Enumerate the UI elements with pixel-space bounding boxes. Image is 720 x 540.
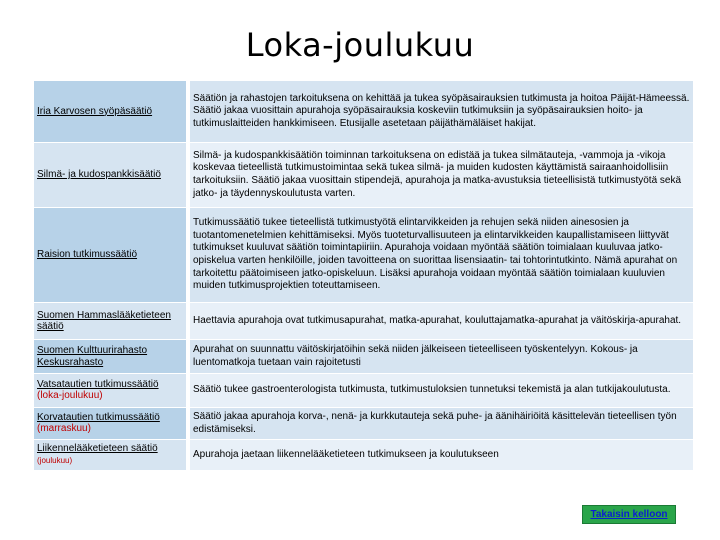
foundation-description: Säätiö tukee gastroenterologista tutkimusta, tutkimustuloksien tunnetuksi tekemistä ja alan tutkijakoulutusta. [190,374,693,407]
foundation-link[interactable]: Suomen Kulttuurirahasto Keskusrahasto [37,345,148,368]
foundation-name-cell [34,340,190,373]
application-period: (joulukuu) [37,455,73,465]
foundation-description: Haettavia apurahoja ovat tutkimusapurahat, matka-apurahat, kouluttajamatka-apurahat ja väitöskirja-apurahat. [190,303,693,339]
foundation-link[interactable]: Raision tutkimussäätiö [37,249,138,261]
page-title: Loka-joulukuu [245,26,475,64]
foundation-name-cell [34,374,190,407]
foundation-link[interactable]: Silmä- ja kudospankkisäätiö [37,169,161,181]
foundation-table [34,80,693,471]
foundation-link[interactable]: Korvatautien tutkimussäätiö [37,411,160,423]
table-row [34,374,693,407]
foundation-link[interactable]: Suomen Hammaslääketieteen säätiö [37,309,171,332]
foundation-name-cell [34,408,190,439]
foundation-link[interactable]: Iria Karvosen syöpäsäätiö [37,105,153,117]
foundation-name-cell [34,208,190,302]
foundation-description: Tutkimussäätiö tukee tieteellistä tutkimustyötä elintarvikkeiden ja rehujen sekä niiden ainesosien ja tuotantomenetelmien kehittämiseksi. Myös tuoteturvallisuuteen ja elintarvikkeiden kaupallistamiseen liittyvät tutkimukset kuuluvat säätiön toimintapiiriin. Apurahoja voidaan myöntää säätiön toimialaan kuuluvaa jatko-opiskelua varten henkilöille, joiden tavoitteena on suorittaa lisensiaatin- tai tohtorintutkinto. Nämä apurahat on tarkoitettu päätoimiseen jatko-opiskeluun. Lisäksi apurahoja voidaan myöntää säätiön toimialaan kuuluvien muiden tutkimusprojektien toteuttamiseen. [190,208,693,302]
foundation-name-cell [34,440,190,470]
application-period: (marraskuu) [37,423,91,435]
table-row [34,440,693,470]
foundation-description: Säätiö jakaa apurahoja korva-, nenä- ja kurkkutauteja sekä puhe- ja äänihäiriöitä käsittelevän tieteellisen työn edistämiseksi. [190,408,693,439]
table-row [34,143,693,207]
table-row [34,208,693,302]
table-row [34,81,693,142]
table-row [34,340,693,373]
foundation-name-cell [34,81,190,142]
foundation-name-cell [34,143,190,207]
table-row [34,408,693,439]
foundation-name-cell [34,303,190,339]
table-row [34,303,693,339]
application-period: (loka-joulukuu) [37,390,103,402]
foundation-description: Silmä- ja kudospankkisäätiön toiminnan tarkoituksena on edistää ja tukea silmätauteja, -vammoja ja -vikoja koskevaa tieteellistä tutkimustoimintaa sekä tukea silmä- ja muiden kudosten käyttämistä sairaanhoidollisiin tarkoituksiin. Säätiö jakaa vuosittain stipendejä, apurahoja ja matka-avustuksia tieteellisistä tutkimustyötä sekä jatko- ja täydennyskoulutusta varten. [190,143,693,207]
foundation-description: Apurahat on suunnattu väitöskirjatöihin sekä niiden jälkeiseen tieteelliseen työskentelyyn. Kokous- ja luentomatkoja tuetaan vain rajoitetusti [190,340,693,373]
foundation-description: Säätiön ja rahastojen tarkoituksena on kehittää ja tukea syöpäsairauksien tutkimusta ja hoitoa Päijät-Hämeessä. Säätiö jakaa vuosittain apurahoja syöpäsairauksia koskeviin tutkimuksiin ja syöpäsairauksien hoito- ja tutkimuslaitteiden hankkimiseen. Etusijalle asetetaan päijäthämäläiset hakijat. [190,81,693,142]
foundation-description: Apurahoja jaetaan liikennelääketieteen tutkimukseen ja koulutukseen [190,440,693,470]
foundation-link[interactable]: Liikennelääketieteen säätiö [37,443,158,455]
foundation-link[interactable]: Vatsatautien tutkimussäätiö [37,378,159,390]
back-to-clock-button[interactable]: Takaisin kelloon [582,505,676,524]
